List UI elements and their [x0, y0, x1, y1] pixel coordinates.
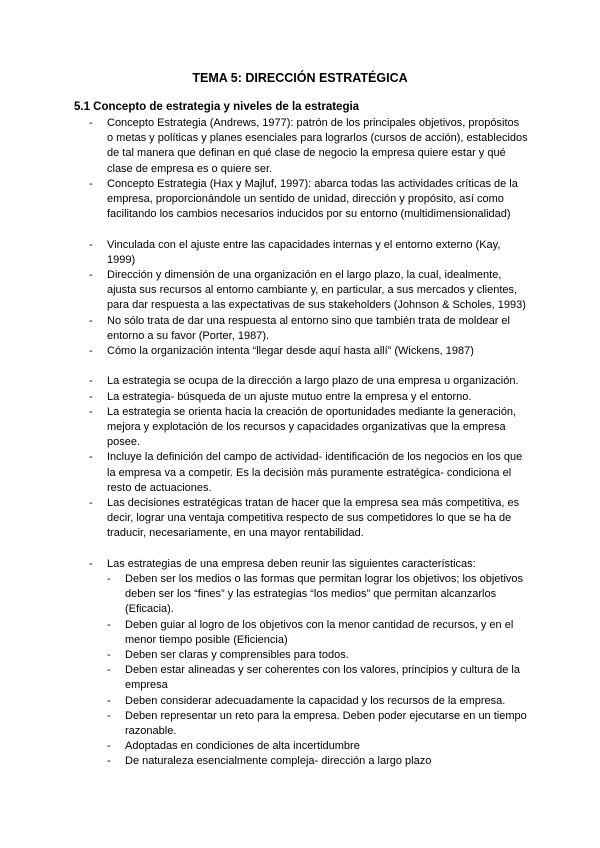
sub-list-item: - Deben ser claras y comprensibles para todos.: [88, 648, 528, 663]
list-item-text: Las estrategias de una empresa deben reunir las siguientes características:: [107, 557, 476, 570]
sub-list-item: - Deben considerar adecuadamente la capacidad y los recursos de la empresa.: [88, 694, 528, 709]
list-item: - La estrategia se ocupa de la dirección a largo plazo de una empresa u organización.: [88, 374, 528, 389]
list-item: - Concepto Estrategia (Hax y Majluf, 1997): abarca todas las actividades críticas de la empresa, proporcionándole un sentido de unidad, dirección y propósito, así como facilitando los cambios necesarios inducidos por su entorno (multidimensionalidad): [88, 177, 528, 223]
sub-list-item: - Deben estar alineadas y ser coherentes con los valores, principios y cultura de la empresa: [88, 663, 528, 693]
list-item: - La estrategia- búsqueda de un ajuste mutuo entre la empresa y el entorno.: [88, 390, 528, 405]
document-title: TEMA 5: DIRECCIÓN ESTRATÉGICA: [192, 71, 408, 85]
spacer: [88, 542, 528, 557]
list-item: - Vinculada con el ajuste entre las capacidades internas y el entorno externo (Kay, 1999): [88, 238, 528, 268]
sub-list-item: - Deben ser los medios o las formas que permitan lograr los objetivos; los objetivos deben ser los “fines” y las estrategias “los medios” que permitan alcanzarlos (Eficacia).: [88, 572, 528, 618]
section-heading: 5.1 Concepto de estrategia y niveles de la estrategia: [74, 101, 360, 113]
sub-list-container: [88, 572, 528, 770]
list-item: - Las decisiones estratégicas tratan de hacer que la empresa sea más competitiva, es decir, lograr una ventaja competitiva respecto de sus competidores lo que se ha de traducir, necesariamente, en una mayor rentabilidad.: [88, 496, 528, 542]
list-item: - Concepto Estrategia (Andrews, 1977): patrón de los principales objetivos, propósitos o metas y políticas y planes esenciales para lograrlos (cursos de acción), establecidos de tal manera que definan en qué clase de negocio la empresa quiere estar y qué clase de empresa es o quiere ser.: [88, 116, 528, 177]
sub-list-item: - Adoptadas en condiciones de alta incertidumbre: [88, 739, 528, 754]
list-item: - Incluye la definición del campo de actividad- identificación de los negocios en los que la empresa va a competir. Es la decisión más puramente estratégica- condiciona el resto de actuaciones.: [88, 450, 528, 496]
list-item: - Dirección y dimensión de una organización en el largo plazo, la cual, idealmente, ajusta sus recursos al entorno cambiante y, en particular, a sus mercados y clientes, para dar respuesta a las expectativas de sus stakeholders (Johnson & Scholes, 1993): [88, 268, 528, 314]
list-item: [88, 557, 528, 572]
spacer: [88, 222, 528, 237]
list-item: - No sólo trata de dar una respuesta al entorno sino que también trata de moldear el entorno a su favor (Porter, 1987).: [88, 314, 528, 344]
list-item: - La estrategia se orienta hacia la creación de oportunidades mediante la generación, mejora y explotación de los recursos y capacidades organizativas que la empresa posee.: [88, 405, 528, 451]
list-item: - Cómo la organización intenta “llegar desde aquí hasta allí” (Wickens, 1987): [88, 344, 528, 359]
sub-bullet-list: [88, 572, 528, 770]
sub-list-item: - De naturaleza esencialmente compleja- dirección a largo plazo: [88, 754, 528, 769]
bullet-list: [88, 116, 528, 770]
spacer: [88, 359, 528, 374]
sub-list-item: - Deben guiar al logro de los objetivos con la menor cantidad de recursos, y en el menor tiempo posible (Eficiencia): [88, 618, 528, 648]
sub-list-item: - Deben representar un reto para la empresa. Deben poder ejecutarse en un tiempo razonable.: [88, 709, 528, 739]
